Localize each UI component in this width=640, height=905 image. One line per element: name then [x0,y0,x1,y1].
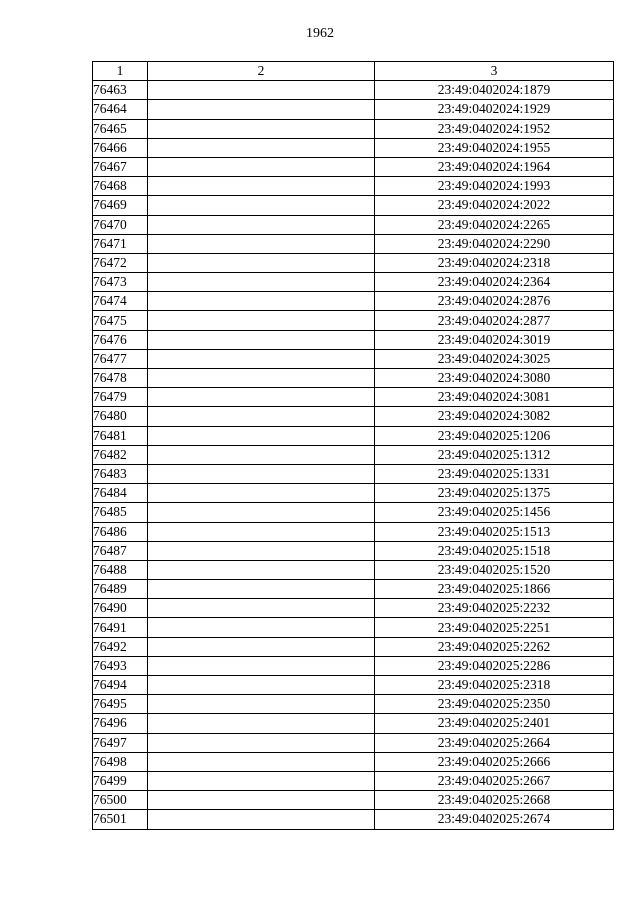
name-cell [148,445,375,464]
table-row [93,656,614,675]
table-row [93,157,614,176]
cadastral-number-cell: 23:49:0402024:1964 [375,157,614,176]
cadastral-number-cell: 23:49:0402025:1520 [375,560,614,579]
name-cell [148,656,375,675]
table-row [93,273,614,292]
row-number-cell: 76482 [93,445,148,464]
row-number-cell: 76469 [93,196,148,215]
table-row [93,119,614,138]
table-header [93,62,614,81]
row-number-cell: 76484 [93,484,148,503]
row-number-cell: 76481 [93,426,148,445]
table-row [93,560,614,579]
row-number-cell: 76473 [93,273,148,292]
table-row [93,138,614,157]
cadastral-number-cell: 23:49:0402025:1312 [375,445,614,464]
table-row [93,771,614,790]
row-number-cell: 76496 [93,714,148,733]
name-cell [148,618,375,637]
cadastral-number-cell: 23:49:0402024:3081 [375,388,614,407]
table-row [93,676,614,695]
name-cell [148,196,375,215]
table-row [93,100,614,119]
table-row [93,407,614,426]
name-cell [148,234,375,253]
cadastral-number-cell: 23:49:0402024:2876 [375,292,614,311]
cadastral-number-cell: 23:49:0402025:2668 [375,791,614,810]
name-cell [148,292,375,311]
name-cell [148,464,375,483]
name-cell [148,349,375,368]
cadastral-number-cell: 23:49:0402025:2666 [375,752,614,771]
row-number-cell: 76492 [93,637,148,656]
cadastral-number-cell: 23:49:0402024:3019 [375,330,614,349]
name-cell [148,330,375,349]
name-cell [148,810,375,829]
cadastral-number-cell: 23:49:0402024:2364 [375,273,614,292]
table-row [93,733,614,752]
table-row [93,177,614,196]
table-row [93,714,614,733]
name-cell [148,119,375,138]
table-row [93,503,614,522]
cadastral-number-cell: 23:49:0402025:2262 [375,637,614,656]
name-cell [148,81,375,100]
row-number-cell: 76493 [93,656,148,675]
row-number-cell: 76474 [93,292,148,311]
row-number-cell: 76490 [93,599,148,618]
table-row [93,810,614,829]
table-row [93,253,614,272]
row-number-cell: 76488 [93,560,148,579]
row-number-cell: 76494 [93,676,148,695]
name-cell [148,522,375,541]
cadastral-number-cell: 23:49:0402025:1866 [375,580,614,599]
cadastral-number-cell: 23:49:0402025:2401 [375,714,614,733]
table-row [93,311,614,330]
name-cell [148,503,375,522]
row-number-cell: 76491 [93,618,148,637]
row-number-cell: 76501 [93,810,148,829]
name-cell [148,253,375,272]
cadastral-number-cell: 23:49:0402024:1952 [375,119,614,138]
name-cell [148,407,375,426]
table-row [93,234,614,253]
row-number-cell: 76485 [93,503,148,522]
page-number: 1962 [306,26,334,41]
cadastral-number-cell: 23:49:0402024:2877 [375,311,614,330]
cadastral-number-cell: 23:49:0402024:2318 [375,253,614,272]
table-row [93,618,614,637]
header-row [93,62,614,81]
cadastral-number-cell: 23:49:0402024:2265 [375,215,614,234]
row-number-cell: 76500 [93,791,148,810]
table-row [93,445,614,464]
name-cell [148,484,375,503]
cadastral-number-cell: 23:49:0402025:2350 [375,695,614,714]
table-body [93,81,614,829]
name-cell [148,752,375,771]
row-number-cell: 76479 [93,388,148,407]
cadastral-table [92,61,614,830]
table-row [93,292,614,311]
cadastral-number-cell: 23:49:0402025:1518 [375,541,614,560]
cadastral-number-cell: 23:49:0402024:1955 [375,138,614,157]
table-row [93,388,614,407]
table-row [93,522,614,541]
cadastral-number-cell: 23:49:0402025:1456 [375,503,614,522]
row-number-cell: 76495 [93,695,148,714]
table-row [93,752,614,771]
cadastral-number-cell: 23:49:0402024:1993 [375,177,614,196]
row-number-cell: 76467 [93,157,148,176]
row-number-cell: 76498 [93,752,148,771]
name-cell [148,580,375,599]
row-number-cell: 76475 [93,311,148,330]
table-row [93,196,614,215]
table-row [93,791,614,810]
row-number-cell: 76472 [93,253,148,272]
row-number-cell: 76465 [93,119,148,138]
name-cell [148,771,375,790]
name-cell [148,369,375,388]
name-cell [148,426,375,445]
name-cell [148,541,375,560]
table-row [93,599,614,618]
cadastral-number-cell: 23:49:0402025:2664 [375,733,614,752]
name-cell [148,157,375,176]
row-number-cell: 76476 [93,330,148,349]
table-row [93,695,614,714]
column-header-1: 1 [93,62,148,81]
column-header-3: 3 [375,62,614,81]
name-cell [148,138,375,157]
table-row [93,349,614,368]
table-row [93,330,614,349]
name-cell [148,388,375,407]
row-number-cell: 76477 [93,349,148,368]
row-number-cell: 76470 [93,215,148,234]
table-row [93,215,614,234]
cadastral-number-cell: 23:49:0402025:1331 [375,464,614,483]
table-row [93,484,614,503]
row-number-cell: 76483 [93,464,148,483]
cadastral-number-cell: 23:49:0402024:3082 [375,407,614,426]
row-number-cell: 76471 [93,234,148,253]
name-cell [148,599,375,618]
name-cell [148,733,375,752]
row-number-cell: 76486 [93,522,148,541]
name-cell [148,273,375,292]
cadastral-number-cell: 23:49:0402025:2286 [375,656,614,675]
row-number-cell: 76468 [93,177,148,196]
name-cell [148,311,375,330]
cadastral-number-cell: 23:49:0402024:2022 [375,196,614,215]
row-number-cell: 76480 [93,407,148,426]
cadastral-number-cell: 23:49:0402024:3080 [375,369,614,388]
row-number-cell: 76499 [93,771,148,790]
row-number-cell: 76497 [93,733,148,752]
row-number-cell: 76478 [93,369,148,388]
cadastral-number-cell: 23:49:0402024:3025 [375,349,614,368]
cadastral-number-cell: 23:49:0402025:1513 [375,522,614,541]
table-row [93,580,614,599]
name-cell [148,560,375,579]
row-number-cell: 76466 [93,138,148,157]
table-row [93,369,614,388]
row-number-cell: 76463 [93,81,148,100]
cadastral-number-cell: 23:49:0402025:2318 [375,676,614,695]
cadastral-number-cell: 23:49:0402025:2674 [375,810,614,829]
name-cell [148,215,375,234]
table-row [93,541,614,560]
name-cell [148,791,375,810]
cadastral-number-cell: 23:49:0402025:2667 [375,771,614,790]
row-number-cell: 76489 [93,580,148,599]
name-cell [148,676,375,695]
row-number-cell: 76487 [93,541,148,560]
name-cell [148,177,375,196]
table-row [93,464,614,483]
column-header-2: 2 [148,62,375,81]
cadastral-number-cell: 23:49:0402025:2251 [375,618,614,637]
cadastral-number-cell: 23:49:0402025:2232 [375,599,614,618]
cadastral-number-cell: 23:49:0402024:1929 [375,100,614,119]
table-row [93,426,614,445]
cadastral-number-cell: 23:49:0402024:1879 [375,81,614,100]
cadastral-number-cell: 23:49:0402025:1375 [375,484,614,503]
table-row [93,81,614,100]
name-cell [148,100,375,119]
name-cell [148,695,375,714]
name-cell [148,714,375,733]
cadastral-number-cell: 23:49:0402024:2290 [375,234,614,253]
table-row [93,637,614,656]
name-cell [148,637,375,656]
row-number-cell: 76464 [93,100,148,119]
cadastral-number-cell: 23:49:0402025:1206 [375,426,614,445]
